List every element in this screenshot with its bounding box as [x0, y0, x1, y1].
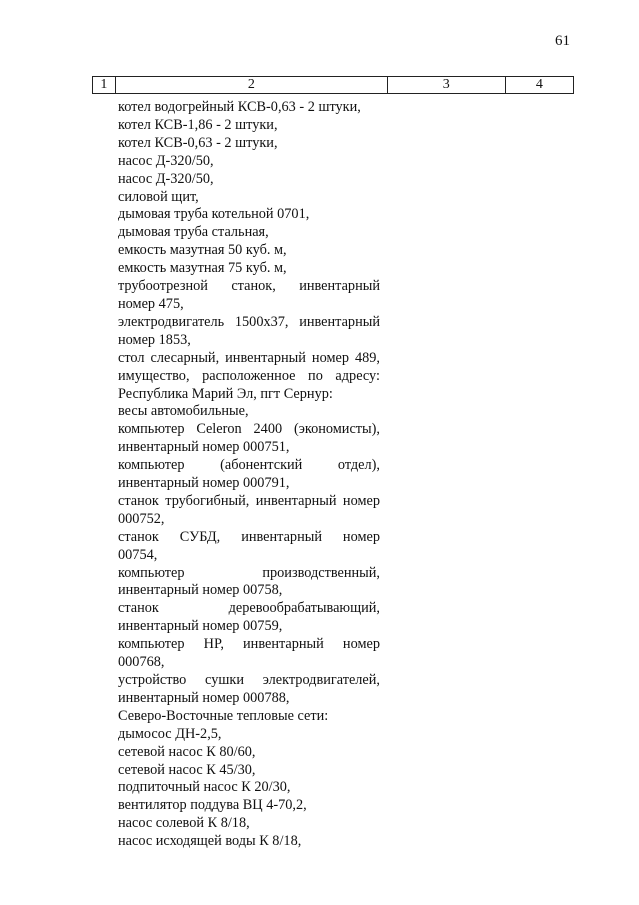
list-line: котел КСВ-0,63 - 2 штуки, — [118, 134, 278, 151]
list-line: вентилятор поддува ВЦ 4-70,2, — [118, 797, 307, 814]
list-line: насос Д-320/50, — [118, 152, 214, 169]
list-line: станок деревообрабатывающий, — [118, 600, 380, 617]
list-line: станок СУБД, инвентарный номер — [118, 528, 380, 545]
list-line: электродвигатель 1500х37, инвентарный — [118, 313, 380, 330]
list-line: компьютер (абонентский отдел), — [118, 457, 380, 474]
list-line: 000768, — [118, 654, 165, 671]
list-line: устройство сушки электродвигателей, — [118, 672, 380, 688]
list-line: стол слесарный, инвентарный номер 489, — [118, 349, 380, 366]
list-line: емкость мазутная 75 куб. м, — [118, 260, 287, 277]
column-header-2: 2 — [115, 77, 387, 94]
list-line: дымосос ДН-2,5, — [118, 725, 222, 742]
list-line: насос Д-320/50, — [118, 170, 214, 187]
column-header-4: 4 — [505, 77, 573, 94]
list-line: номер 1853, — [118, 331, 191, 348]
list-line: дымовая труба котельной 0701, — [118, 206, 310, 223]
list-line: инвентарный номер 000791, — [118, 475, 290, 492]
list-line: сетевой насос К 45/30, — [118, 761, 256, 778]
list-line: дымовая труба стальная, — [118, 224, 269, 241]
list-line: насос исходящей воды К 8/18, — [118, 833, 302, 850]
list-line: трубоотрезной станок, инвентарный — [118, 278, 380, 295]
list-line: емкость мазутная 50 куб. м, — [118, 242, 287, 259]
list-line: насос солевой К 8/18, — [118, 815, 250, 832]
list-line: номер 475, — [118, 295, 184, 312]
column-header-row — [93, 77, 574, 94]
list-line: котел водогрейный КСВ-0,63 - 2 штуки, — [118, 99, 361, 115]
list-line: инвентарный номер 00759, — [118, 618, 283, 635]
page-number: 61 — [555, 33, 570, 49]
list-line: инвентарный номер 00758, — [118, 582, 283, 599]
list-line: 000752, — [118, 510, 165, 527]
list-line: сетевой насос К 80/60, — [118, 743, 256, 760]
list-line: станок трубогибный, инвентарный номер — [118, 492, 380, 509]
list-line: компьютер производственный, — [118, 564, 380, 581]
list-line: компьютер HP, инвентарный номер — [118, 636, 380, 653]
list-line: весы автомобильные, — [118, 403, 249, 420]
list-line: котел КСВ-1,86 - 2 штуки, — [118, 116, 278, 133]
list-line: имущество, расположенное по адресу: — [118, 367, 380, 384]
list-line: инвентарный номер 000751, — [118, 439, 290, 456]
list-line: 00754, — [118, 546, 158, 563]
list-line: инвентарный номер 000788, — [118, 689, 290, 706]
property-list — [118, 99, 380, 851]
list-line: компьютер Celeron 2400 (экономисты), — [118, 421, 380, 438]
list-line: Республика Марий Эл, пгт Сернур: — [118, 385, 333, 402]
column-header-table — [92, 76, 574, 94]
list-line: силовой щит, — [118, 188, 199, 205]
list-line: подпиточный насос К 20/30, — [118, 779, 291, 796]
list-line: Северо-Восточные тепловые сети: — [118, 707, 329, 724]
column-header-1: 1 — [93, 77, 116, 94]
column-header-3: 3 — [387, 77, 505, 94]
